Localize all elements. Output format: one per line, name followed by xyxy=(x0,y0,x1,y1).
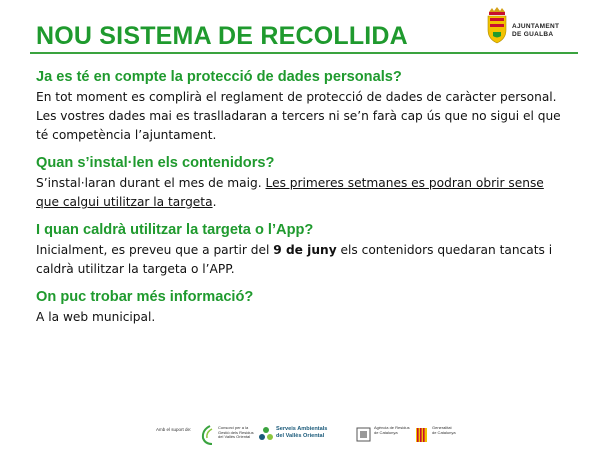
support-label: Amb el suport de: xyxy=(156,427,192,432)
partner-name-line-1: Generalitat xyxy=(432,425,452,430)
partner-name-line-2: del Vallès Oriental xyxy=(276,432,325,439)
coat-of-arms-icon xyxy=(484,6,510,46)
faq-question: Ja es té en compte la protecció de dades personals? xyxy=(36,69,402,85)
faq-section-more-info xyxy=(36,288,568,327)
logo-line-2: DE GUALBA xyxy=(512,31,554,38)
partner-name-line-1: Serveis Ambientals xyxy=(276,426,328,432)
agencia-residus-logo-icon xyxy=(356,424,372,446)
partner-name: Consorci per a la Gestió dels Residus del Vallès Oriental xyxy=(218,425,254,440)
faq-answer: En tot moment es complirà el reglament de protecció de dades de caràcter personal. Les vostres dades mai es traslladaran a tercers ni se’n farà cap ús que no sigui el que té competència l’ajuntament. xyxy=(36,90,561,142)
page-title: NOU SISTEMA DE RECOLLIDA xyxy=(36,22,408,50)
answer-text: Inicialment, es preveu que a partir del xyxy=(36,243,274,257)
serveis-ambientals-logo-icon xyxy=(258,424,274,446)
faq-question: I quan caldrà utilitzar la targeta o l’App? xyxy=(36,222,314,238)
header xyxy=(0,0,600,52)
faq-section-installation xyxy=(36,154,568,212)
faq-content xyxy=(36,68,568,336)
partner-generalitat xyxy=(414,424,470,446)
partner-consorci xyxy=(200,424,260,446)
faq-section-card-app xyxy=(36,221,568,279)
answer-text-end: els contenidors quedaran tancats i caldrà utilitzar la targeta o l’APP. xyxy=(36,243,553,276)
logo-line-1: AJUNTAMENT xyxy=(512,23,560,30)
faq-section-data-protection xyxy=(36,68,568,145)
header-divider xyxy=(30,52,578,54)
answer-text: S’instal·laran durant el mes de maig. xyxy=(36,176,266,190)
answer-underlined-text: Les primeres setmanes es podran obrir sense que calgui utilitzar la targeta xyxy=(36,176,544,209)
consorci-logo-icon xyxy=(200,424,216,446)
faq-answer: A la web municipal. xyxy=(36,310,156,324)
faq-question: On puc trobar més informació? xyxy=(36,289,254,305)
footer-partners xyxy=(0,418,600,450)
partner-serveis-ambientals xyxy=(258,424,348,446)
answer-text-end: . xyxy=(212,195,217,209)
partner-name: Agència de Residus de Catalunya xyxy=(374,425,410,435)
ajuntament-logo xyxy=(484,6,584,50)
partner-name-line-2: de Catalunya xyxy=(432,429,456,435)
generalitat-logo-icon xyxy=(414,424,430,446)
faq-answer xyxy=(36,174,568,212)
faq-answer xyxy=(36,241,568,279)
answer-bold-date: 9 de juny xyxy=(273,243,337,257)
faq-question: Quan s’instal·len els contenidors? xyxy=(36,155,275,171)
partner-agencia-residus xyxy=(356,424,412,446)
